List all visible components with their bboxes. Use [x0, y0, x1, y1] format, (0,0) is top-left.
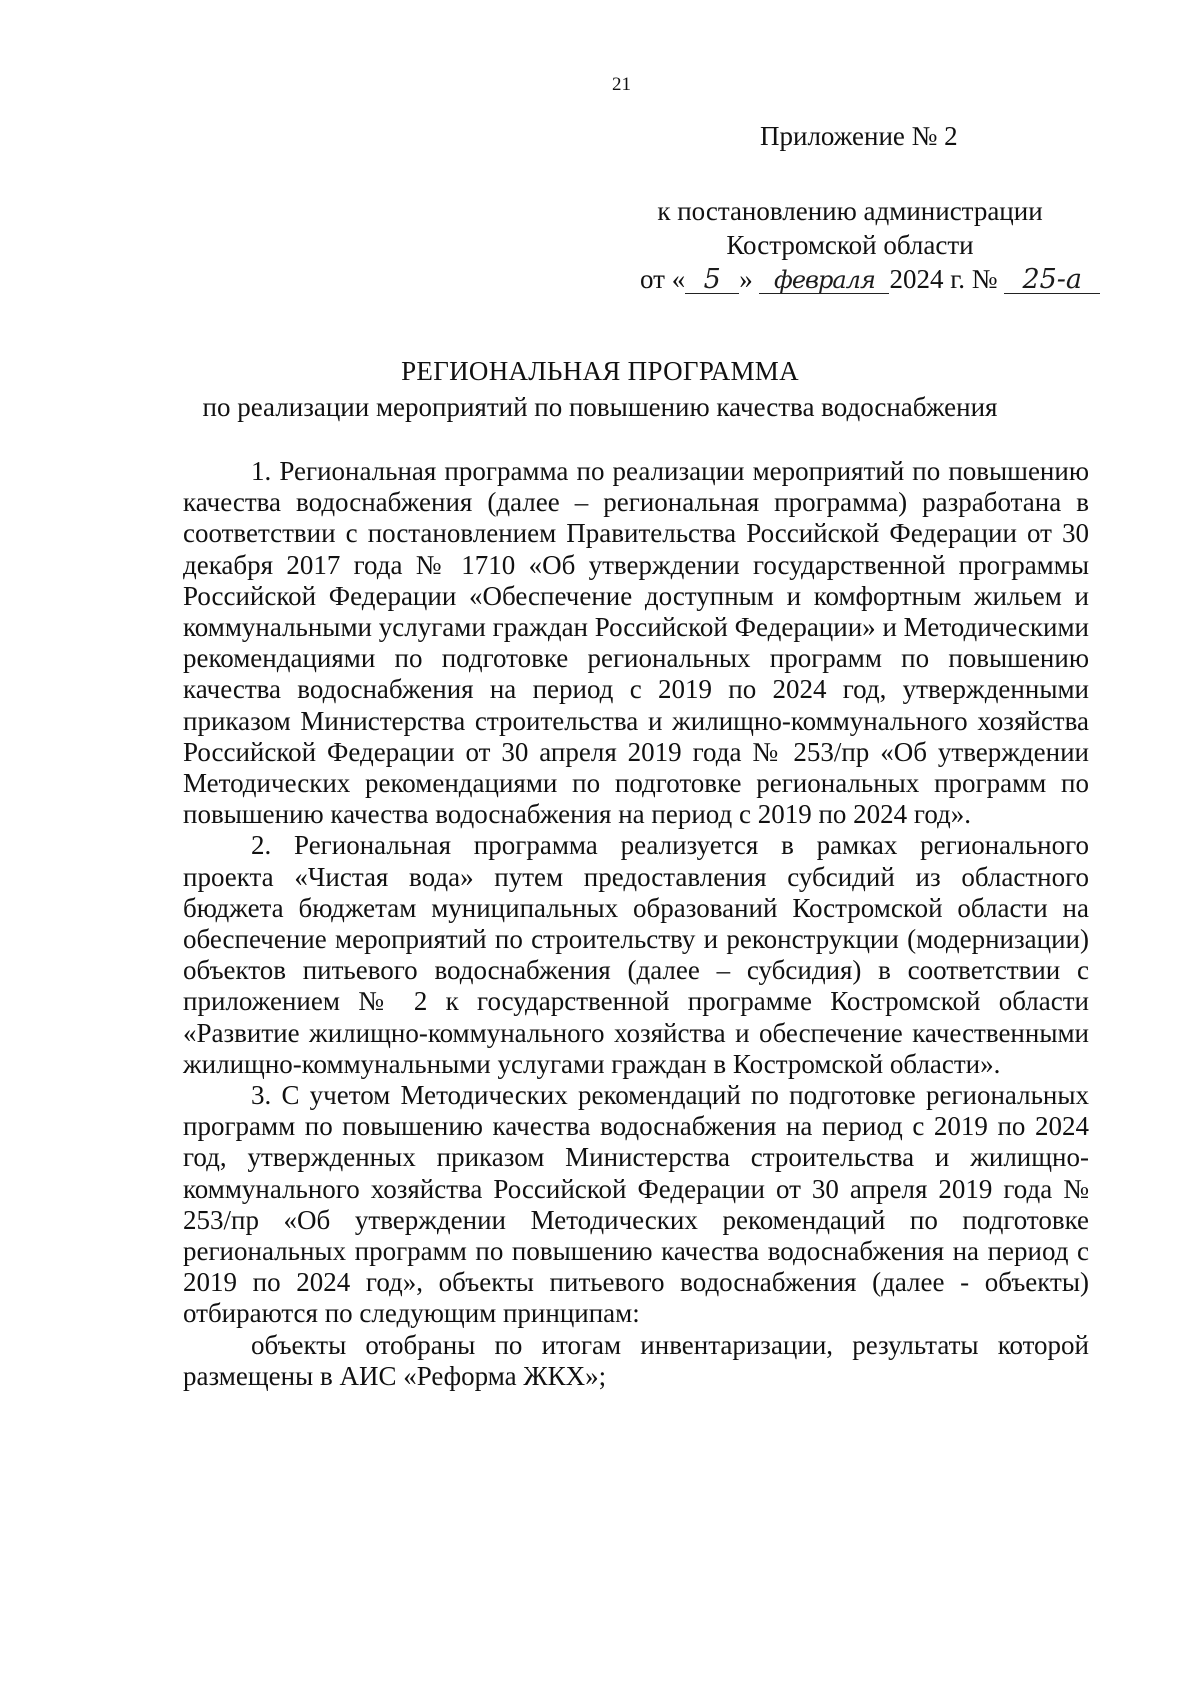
paragraph-3: 3. С учетом Методических рекомендаций по подготовке региональных программ по повышению качества водоснабжения на период с 2019 по 2024 год, утвержденных приказом Министерства строительства и жилищно-коммунального хозяйства Российской Федерации от 30 апреля 2019 года № 253/пр «Об утверждении Методических рекомендаций по подготовке региональных программ по повышению качества водоснабжения на период с 2019 по 2024 год», объекты питьевого водоснабжения (далее - объекты) отбираются по следующим принципам: — [183, 1080, 1089, 1329]
appendix-label: Приложение № 2 — [760, 121, 958, 151]
paragraph-1: 1. Региональная программа по реализации мероприятий по повышению качества водоснабжения (далее – региональная программа) разработана в соответствии с постановлением Правительства Российской Федерации от 30 декабря 2017 года № 1710 «Об утверждении государственной программы Российской Федерации «Обеспечение доступным и комфортным жильем и коммунальными услугами граждан Российской Федерации» и Методическими рекомендациями по подготовке региональных программ по повышению качества водоснабжения на период с 2019 по 2024 год, утвержденными приказом Министерства строительства и жилищно-коммунального хозяйства Российской Федерации от 30 апреля 2019 года № 253/пр «Об утверждении Методических рекомендациями по подготовке региональных программ по повышению качества водоснабжения на период с 2019 по 2024 год». — [183, 456, 1089, 830]
decree-date-prefix: от « — [640, 264, 686, 294]
paragraph-4: объекты отобраны по итогам инвентаризации, результаты которой размещены в АИС «Реформа ЖКХ»; — [183, 1329, 1089, 1391]
decree-line-2: Костромской области — [726, 230, 974, 260]
page-number: 21 — [612, 74, 631, 95]
decree-date-mid: » — [739, 264, 753, 294]
body-text — [183, 456, 1089, 1392]
decree-date-line — [600, 262, 1100, 296]
decree-reference — [600, 194, 1100, 296]
handwritten-decree-number: 25-а — [1004, 267, 1100, 294]
program-subtitle: по реализации мероприятий по повышению качества водоснабжения — [202, 392, 998, 422]
paragraph-2: 2. Региональная программа реализуется в рамках регионального проекта «Чистая вода» путем предоставления субсидий из областного бюджета бюджетам муниципальных образований Костромской области на обеспечение мероприятий по строительству и реконструкции (модернизации) объектов питьевого водоснабжения (далее – субсидия) в соответствии с приложением № 2 к государственной программе Костромской области «Развитие жилищно-коммунального хозяйства и обеспечение качественными жилищно-коммунальными услугами граждан в Костромской области». — [183, 830, 1089, 1079]
handwritten-month: февраля — [759, 267, 889, 294]
handwritten-day: 5 — [685, 267, 739, 294]
decree-line-1: к постановлению администрации — [657, 196, 1043, 226]
program-title: РЕГИОНАЛЬНАЯ ПРОГРАММА — [401, 356, 799, 386]
decree-year-text: 2024 г. № — [889, 264, 998, 294]
